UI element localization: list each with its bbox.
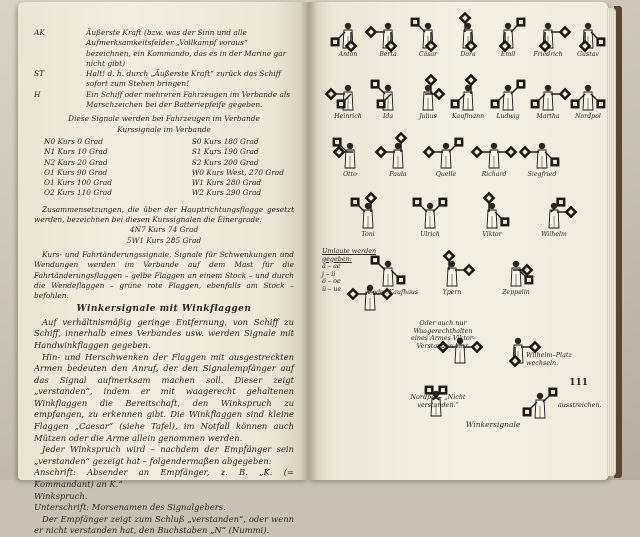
semaphore-label: Wilhelm <box>541 231 567 238</box>
abbreviation-row <box>34 69 294 90</box>
course-entry: N2 Kurs 20 Grad <box>44 157 108 167</box>
semaphore-label: Ludwig <box>496 113 520 120</box>
oder-note: Oder auch nur Waagerechthalten eines Armes Viktor-Verstanden klar. <box>411 319 475 350</box>
semaphore-label: Quelle <box>435 171 457 178</box>
course-entry: S1 Kurs 190 Grad <box>191 147 259 157</box>
semaphore-person <box>531 85 572 110</box>
course-column-right <box>192 137 284 199</box>
abbreviation-value: Halt! d. h. durch „Äußerste Kraft“ zurück das Schiff sofort zum Stehen bringen! <box>86 69 281 89</box>
course-entry: O1 Kurs 90 Grad <box>44 167 108 177</box>
semaphore-label: Emil <box>500 51 516 58</box>
semaphore-label: Viktor <box>482 231 502 238</box>
semaphore-person <box>459 12 478 53</box>
course-entry: W2 Kurs 290 Grad <box>191 188 262 198</box>
book-gutter <box>300 2 318 480</box>
semaphore-label: Zeppelin <box>502 289 530 296</box>
semaphore-person <box>523 388 558 418</box>
umlaut-line: j – ii <box>322 269 336 278</box>
course-entry: N0 Kurs 0 Grad <box>44 136 103 146</box>
final-paragraph: Der Empfänger zeigt zum Schluß „verstanden“, oder wenn er nicht verstanden hat, den Buchstaben „N“ (Nummi). <box>34 513 294 536</box>
semaphore-label: Nordpol <box>575 113 601 120</box>
abbreviation-list <box>34 28 294 110</box>
semaphore-person <box>351 192 378 228</box>
semaphore-label: X oder Kaufhaus <box>366 289 419 296</box>
abbreviation-key: H <box>34 89 41 99</box>
semaphore-person <box>423 138 464 168</box>
abbreviation-row <box>34 28 294 69</box>
semaphore-person <box>471 143 518 168</box>
umlaut-line: ä – ae <box>322 262 341 271</box>
semaphore-person <box>579 23 606 53</box>
semaphore-figure <box>318 10 603 450</box>
abbreviation-row <box>34 90 294 111</box>
semaphore-label: Toni <box>361 231 375 238</box>
semaphore-label: Richard <box>481 171 507 178</box>
abbreviation-key: ST <box>34 69 44 79</box>
semaphore-label: Anton <box>338 51 358 58</box>
semaphore-label: Gustav <box>577 51 599 58</box>
semaphore-person <box>519 143 560 168</box>
semaphore-label: Heinrich <box>334 113 362 120</box>
winkspruch-line: Winkspruch. <box>34 490 88 501</box>
semaphore-person <box>571 85 606 110</box>
left-page <box>18 2 308 536</box>
semaphore-label: Berta <box>379 51 397 58</box>
course-column-left <box>44 137 112 199</box>
zusammen-example: 5W1 Kurs 285 Grad <box>126 235 202 245</box>
semaphore-person <box>411 18 438 53</box>
semaphore-person <box>511 261 533 286</box>
umlaut-title: Umlaute werden gegeben: <box>322 247 377 263</box>
course-heading: Kurssignale im Verbande <box>117 124 211 134</box>
semaphore-label: Ida <box>382 113 394 120</box>
course-entry: S0 Kurs 180 Grad <box>191 136 259 146</box>
semaphore-person <box>443 250 476 286</box>
semaphore-label: Dora <box>460 51 476 58</box>
semaphore-person <box>549 198 577 228</box>
course-entry: O1 Kurs 100 Grad <box>44 178 112 188</box>
section-heading: Winkersignale mit Winkflaggen <box>76 304 252 315</box>
abbreviation-key: AK <box>34 28 45 37</box>
semaphore-person <box>539 23 572 53</box>
winker-paragraph-3: Jeder Winkspruch wird – nachdem der Empfänger sein „verstanden“ gezeigt hat – folgendermaßen abgegeben: <box>34 444 294 466</box>
unterschrift-line: Unterschrift: Morsenamen des Signalgebers. <box>34 502 226 513</box>
kurs-paragraph: Kurs- und Fahrtänderungssignale, Signale für Schwenkungen und Wendungen werden im Verbande auf dem Mast für die Fahrtänderungsflaggen – gelbe Flaggen an einem Stock – und durch die Wendeflaggen – grüne rote Flaggen, ebenfalls am Stock – befohlen. <box>34 249 294 301</box>
semaphore-person <box>499 18 526 53</box>
open-book <box>18 2 628 536</box>
page-edges <box>606 8 616 476</box>
course-entry: W0 Kurs West, 270 Grad <box>191 167 284 177</box>
left-page-text <box>34 28 294 537</box>
abbreviation-value: Äußerste Kraft (bzw. was der Sinn und alle Aufmerksamkeitsfelder „Vollkampf voraus“ bezeichnen, ein Kommando, das es in der Marine gar nicht gibt) <box>86 28 287 68</box>
zusammen-examples <box>34 225 294 246</box>
semaphore-label: Ulrich <box>420 231 440 238</box>
semaphore-person <box>451 74 478 110</box>
semaphore-person <box>331 23 358 53</box>
semaphore-label: Siegfried <box>527 171 557 178</box>
ausstreichen-note: ausstreichen. <box>558 401 602 409</box>
right-page <box>308 2 608 480</box>
zusammen-example: 4N7 Kurs 74 Grad <box>129 225 199 235</box>
semaphore-person <box>365 23 398 53</box>
semaphore-person <box>333 138 355 168</box>
course-entry: S2 Kurs 200 Grad <box>191 157 259 167</box>
semaphore-label: Friedrich <box>533 51 563 58</box>
course-entry: O2 Kurs 110 Grad <box>44 188 112 198</box>
umlaut-lines <box>322 263 378 293</box>
semaphore-label: Paula <box>389 171 407 178</box>
semaphore-label: Otto <box>343 171 357 178</box>
winker-paragraph-1: Auf verhältnismäßig geringe Entfernung, von Schiff zu Schiff, innerhalb eines Verbandes usw. werden Signale mit Handwinkflaggen gegeben. <box>34 316 294 350</box>
figure-caption: Winkersignale <box>465 420 521 429</box>
semaphore-person <box>413 198 448 228</box>
umlaut-line: ö – oe <box>322 277 341 286</box>
page-number: 111 <box>569 378 588 388</box>
wilhelm-note: Wilhelm–Platz wechseln. <box>526 351 572 367</box>
course-intro: Diese Signale werden bei Fahrzeugen im Verbande <box>68 114 260 124</box>
winker-section <box>34 317 294 537</box>
anschrift-line: Anschrift: Absender an Empfänger, z. B. „K. (= Kommandant) an K.“ <box>34 467 294 490</box>
semaphore-person <box>371 80 393 110</box>
abbreviation-value: Ein Schiff oder mehreren Fahrzeugen im Verbande als Marschzeichen bei der Batteriepfeife gegeben. <box>86 89 291 110</box>
semaphore-label: Cäsar <box>418 51 438 58</box>
semaphore-person <box>375 132 408 168</box>
semaphore-person <box>483 192 510 228</box>
semaphore-person <box>423 74 445 110</box>
zusammen-text: Zusammensetzungen, die über der Hauptrichtungsflagge gesetzt werden, bezeichnen bei diesen Kurssignalen die Einergrade: <box>34 204 294 225</box>
semaphore-person <box>325 85 353 110</box>
semaphore-label: Julius <box>419 113 437 120</box>
course-entry: N1 Kurs 10 Grad <box>44 147 108 157</box>
course-entry: W1 Kurs 280 Grad <box>191 178 262 188</box>
course-table <box>34 135 294 201</box>
semaphore-label: Ypern <box>442 289 462 296</box>
semaphore-person <box>491 80 526 110</box>
semaphore-label: Kaufmann <box>451 113 485 120</box>
semaphore-label: Martha <box>536 113 560 120</box>
winker-paragraph-2: Hin- und Herschwenken der Flaggen mit ausgestreckten Armen bedeuten den Anruf, der den Signalempfänger auf das Signal aufmerksam machen soll. Dieser zeigt „verstanden“, indem er mit waagerecht gehaltenen Winkflaggen die Bereitschaft, den Winkspruch zu empfangen, zu erkennen gibt. Die Winkflaggen sind kleine Flaggen „Caesar“ (siehe Tafel), im Notfall können auch Mützen oder die Arme allein genommen werden. <box>34 351 294 443</box>
nordpol-note: Nordpol – „Nicht verstanden.“ <box>410 393 466 409</box>
umlaut-line: ü – ue <box>322 284 342 293</box>
umlaut-note <box>322 248 378 294</box>
